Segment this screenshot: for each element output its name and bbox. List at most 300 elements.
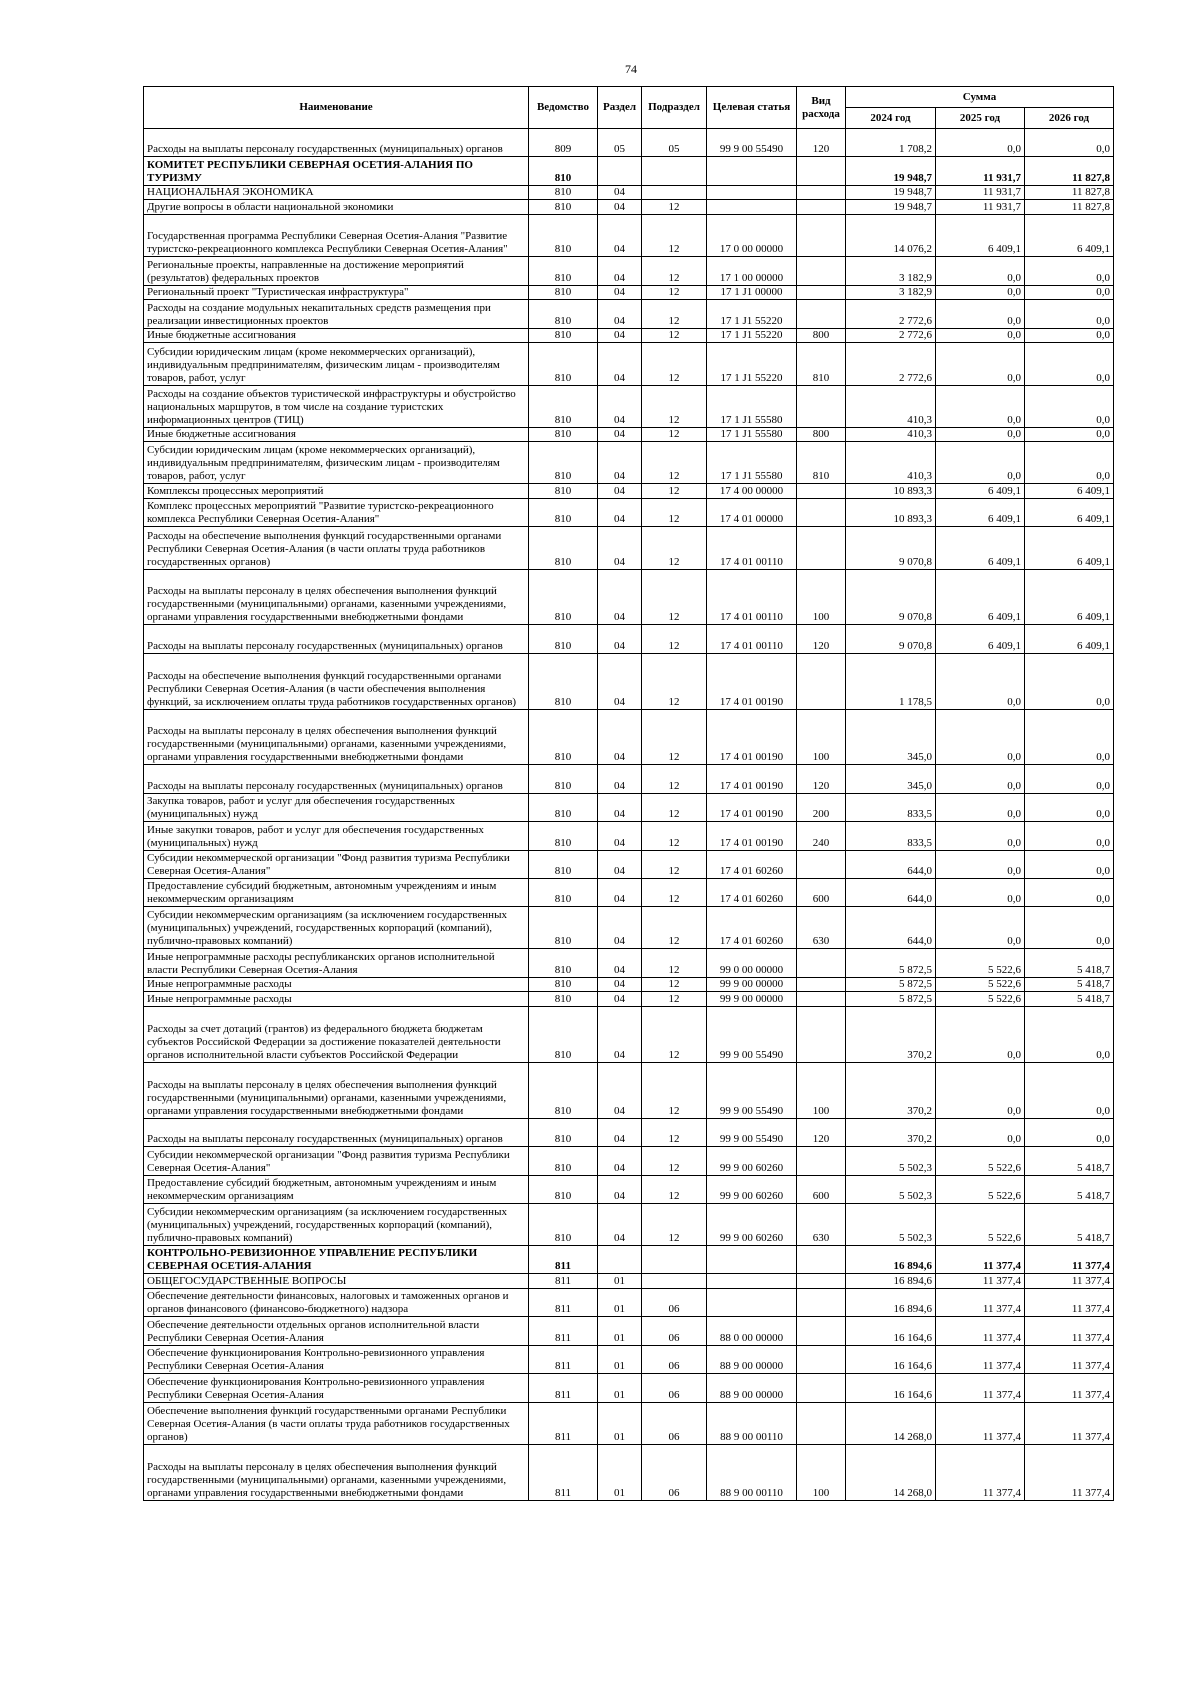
row-sum-2024: 370,2 [846, 1062, 936, 1118]
row-sum-2026: 0,0 [1025, 907, 1114, 949]
header-target-article: Целевая статья [707, 87, 797, 129]
row-sum-2026: 0,0 [1025, 878, 1114, 906]
row-section: 04 [598, 484, 642, 499]
row-target-article: 17 4 01 00190 [707, 709, 797, 765]
row-department: 810 [529, 157, 598, 185]
row-department: 810 [529, 949, 598, 977]
row-section: 04 [598, 442, 642, 484]
row-sum-2024: 644,0 [846, 878, 936, 906]
row-target-article [707, 185, 797, 200]
row-department: 810 [529, 765, 598, 793]
row-sum-2026: 11 377,4 [1025, 1317, 1114, 1345]
row-subsection [642, 185, 707, 200]
row-department: 810 [529, 285, 598, 300]
row-section: 04 [598, 569, 642, 625]
row-name: Иные бюджетные ассигнования [144, 328, 529, 343]
row-target-article: 17 4 01 60260 [707, 907, 797, 949]
row-expense-type [797, 484, 846, 499]
row-subsection: 12 [642, 200, 707, 215]
header-year-2025: 2025 год [936, 108, 1025, 129]
row-name: Обеспечение деятельности финансовых, налоговых и таможенных органов и органов финансового (финансово-бюджетного) надзора [144, 1289, 529, 1317]
row-expense-type: 200 [797, 793, 846, 821]
row-section: 04 [598, 1147, 642, 1175]
table-row [144, 442, 1114, 484]
row-subsection: 12 [642, 949, 707, 977]
row-subsection: 12 [642, 1203, 707, 1245]
row-expense-type [797, 1345, 846, 1373]
row-target-article: 17 4 01 60260 [707, 878, 797, 906]
row-subsection: 12 [642, 569, 707, 625]
row-sum-2026: 0,0 [1025, 822, 1114, 850]
row-department: 810 [529, 442, 598, 484]
row-sum-2024: 16 894,6 [846, 1246, 936, 1274]
row-sum-2025: 0,0 [936, 822, 1025, 850]
row-sum-2024: 10 893,3 [846, 499, 936, 527]
row-sum-2025: 0,0 [936, 343, 1025, 385]
row-department: 811 [529, 1345, 598, 1373]
row-name: Обеспечение функционирования Контрольно-ревизионного управления Республики Северная Осетия-Алания [144, 1345, 529, 1373]
row-department: 810 [529, 822, 598, 850]
row-target-article: 17 1 J1 55580 [707, 385, 797, 427]
row-section: 01 [598, 1274, 642, 1289]
row-sum-2025: 5 522,6 [936, 1175, 1025, 1203]
row-department: 810 [529, 499, 598, 527]
row-department: 810 [529, 1007, 598, 1063]
row-subsection: 12 [642, 977, 707, 992]
row-section: 04 [598, 878, 642, 906]
row-sum-2024: 2 772,6 [846, 300, 936, 328]
table-row [144, 1317, 1114, 1345]
table-row [144, 625, 1114, 653]
row-section: 04 [598, 822, 642, 850]
row-sum-2024: 9 070,8 [846, 527, 936, 569]
row-expense-type: 100 [797, 1444, 846, 1500]
row-sum-2026: 5 418,7 [1025, 1147, 1114, 1175]
row-target-article: 99 9 00 00000 [707, 977, 797, 992]
row-sum-2024: 16 894,6 [846, 1274, 936, 1289]
row-section: 04 [598, 257, 642, 285]
row-sum-2025: 11 931,7 [936, 157, 1025, 185]
row-section: 04 [598, 653, 642, 709]
row-name: ОБЩЕГОСУДАРСТВЕННЫЕ ВОПРОСЫ [144, 1274, 529, 1289]
row-expense-type: 120 [797, 625, 846, 653]
row-department: 810 [529, 427, 598, 442]
row-section: 04 [598, 527, 642, 569]
row-department: 810 [529, 215, 598, 257]
row-sum-2025: 5 522,6 [936, 949, 1025, 977]
row-department: 811 [529, 1374, 598, 1402]
row-department: 810 [529, 300, 598, 328]
row-sum-2026: 0,0 [1025, 765, 1114, 793]
row-sum-2025: 5 522,6 [936, 1147, 1025, 1175]
row-department: 810 [529, 484, 598, 499]
row-sum-2026: 0,0 [1025, 793, 1114, 821]
row-subsection: 06 [642, 1444, 707, 1500]
row-target-article: 99 9 00 60260 [707, 1203, 797, 1245]
row-sum-2024: 5 872,5 [846, 949, 936, 977]
row-sum-2024: 9 070,8 [846, 569, 936, 625]
table-row [144, 1345, 1114, 1373]
row-sum-2024: 410,3 [846, 385, 936, 427]
table-row [144, 793, 1114, 821]
row-expense-type: 120 [797, 765, 846, 793]
row-sum-2026: 11 377,4 [1025, 1345, 1114, 1373]
row-section [598, 157, 642, 185]
row-section: 04 [598, 1203, 642, 1245]
row-section: 04 [598, 1062, 642, 1118]
row-target-article: 17 4 01 00190 [707, 653, 797, 709]
row-expense-type: 120 [797, 129, 846, 157]
row-department: 810 [529, 878, 598, 906]
table-row [144, 569, 1114, 625]
row-sum-2026: 0,0 [1025, 850, 1114, 878]
row-sum-2024: 10 893,3 [846, 484, 936, 499]
row-subsection: 12 [642, 1147, 707, 1175]
row-name: Расходы на выплаты персоналу государственных (муниципальных) органов [144, 765, 529, 793]
row-expense-type [797, 300, 846, 328]
row-section: 04 [598, 1175, 642, 1203]
row-department: 810 [529, 343, 598, 385]
row-sum-2025: 0,0 [936, 427, 1025, 442]
header-department: Ведомство [529, 87, 598, 129]
row-expense-type [797, 157, 846, 185]
row-sum-2024: 370,2 [846, 1118, 936, 1146]
row-sum-2024: 345,0 [846, 709, 936, 765]
row-name: Расходы на выплаты персоналу государственных (муниципальных) органов [144, 129, 529, 157]
row-sum-2025: 11 931,7 [936, 200, 1025, 215]
table-row [144, 157, 1114, 185]
row-subsection: 12 [642, 343, 707, 385]
row-sum-2025: 11 377,4 [936, 1345, 1025, 1373]
row-subsection: 12 [642, 328, 707, 343]
row-subsection: 12 [642, 300, 707, 328]
row-sum-2026: 6 409,1 [1025, 484, 1114, 499]
row-subsection: 12 [642, 484, 707, 499]
row-expense-type: 630 [797, 1203, 846, 1245]
row-target-article: 17 1 J1 00000 [707, 285, 797, 300]
row-sum-2026: 11 377,4 [1025, 1402, 1114, 1444]
row-sum-2024: 3 182,9 [846, 285, 936, 300]
row-section: 04 [598, 1118, 642, 1146]
row-sum-2026: 11 827,8 [1025, 157, 1114, 185]
row-sum-2024: 16 164,6 [846, 1374, 936, 1402]
row-department: 810 [529, 1175, 598, 1203]
row-expense-type [797, 992, 846, 1007]
row-sum-2024: 1 178,5 [846, 653, 936, 709]
row-name: Закупка товаров, работ и услуг для обеспечения государственных (муниципальных) нужд [144, 793, 529, 821]
row-sum-2024: 644,0 [846, 907, 936, 949]
table-header [144, 87, 1114, 129]
row-target-article [707, 200, 797, 215]
row-sum-2025: 6 409,1 [936, 484, 1025, 499]
row-sum-2025: 11 377,4 [936, 1289, 1025, 1317]
row-subsection: 06 [642, 1317, 707, 1345]
row-sum-2024: 410,3 [846, 442, 936, 484]
row-sum-2026: 6 409,1 [1025, 569, 1114, 625]
row-sum-2025: 0,0 [936, 1007, 1025, 1063]
row-target-article: 17 4 01 00190 [707, 765, 797, 793]
row-target-article: 17 1 00 00000 [707, 257, 797, 285]
row-sum-2024: 1 708,2 [846, 129, 936, 157]
row-subsection: 12 [642, 907, 707, 949]
row-sum-2025: 0,0 [936, 257, 1025, 285]
row-target-article: 17 4 01 00110 [707, 527, 797, 569]
row-target-article: 88 9 00 00000 [707, 1345, 797, 1373]
row-section: 01 [598, 1345, 642, 1373]
row-subsection: 06 [642, 1289, 707, 1317]
row-target-article: 17 1 J1 55580 [707, 442, 797, 484]
row-target-article: 17 4 00 00000 [707, 484, 797, 499]
row-sum-2025: 6 409,1 [936, 527, 1025, 569]
table-row [144, 328, 1114, 343]
row-subsection: 06 [642, 1345, 707, 1373]
table-row [144, 765, 1114, 793]
row-target-article: 17 1 J1 55220 [707, 300, 797, 328]
table-row [144, 200, 1114, 215]
row-section [598, 1246, 642, 1274]
table-row [144, 992, 1114, 1007]
header-year-2026: 2026 год [1025, 108, 1114, 129]
row-name: Обеспечение функционирования Контрольно-ревизионного управления Республики Северная Осетия-Алания [144, 1374, 529, 1402]
row-sum-2025: 0,0 [936, 129, 1025, 157]
row-sum-2026: 0,0 [1025, 285, 1114, 300]
row-sum-2026: 0,0 [1025, 300, 1114, 328]
row-department: 810 [529, 569, 598, 625]
row-sum-2026: 0,0 [1025, 653, 1114, 709]
row-sum-2025: 0,0 [936, 328, 1025, 343]
row-sum-2025: 0,0 [936, 907, 1025, 949]
row-name: Расходы на выплаты персоналу государственных (муниципальных) органов [144, 1118, 529, 1146]
row-sum-2024: 16 894,6 [846, 1289, 936, 1317]
row-sum-2025: 6 409,1 [936, 625, 1025, 653]
table-row [144, 653, 1114, 709]
row-target-article: 88 9 00 00110 [707, 1402, 797, 1444]
row-expense-type: 120 [797, 1118, 846, 1146]
row-sum-2026: 11 827,8 [1025, 185, 1114, 200]
row-sum-2026: 0,0 [1025, 343, 1114, 385]
row-name: Расходы на выплаты персоналу в целях обеспечения выполнения функций государственными (муниципальными) органами, казенными учреждениями, органами управления государственными внебюджетными фондами [144, 569, 529, 625]
row-expense-type [797, 285, 846, 300]
budget-table [143, 86, 1114, 1501]
row-expense-type: 810 [797, 442, 846, 484]
table-row [144, 300, 1114, 328]
row-name: Иные непрограммные расходы республиканских органов исполнительной власти Республики Северная Осетия-Алания [144, 949, 529, 977]
row-sum-2025: 0,0 [936, 653, 1025, 709]
row-section: 04 [598, 765, 642, 793]
row-sum-2026: 0,0 [1025, 257, 1114, 285]
row-expense-type [797, 1246, 846, 1274]
row-sum-2025: 11 931,7 [936, 185, 1025, 200]
row-sum-2026: 5 418,7 [1025, 1175, 1114, 1203]
row-department: 810 [529, 709, 598, 765]
row-name: Иные непрограммные расходы [144, 992, 529, 1007]
row-sum-2026: 11 377,4 [1025, 1274, 1114, 1289]
table-row [144, 1118, 1114, 1146]
row-expense-type [797, 185, 846, 200]
row-sum-2026: 11 377,4 [1025, 1246, 1114, 1274]
row-sum-2025: 11 377,4 [936, 1374, 1025, 1402]
row-department: 810 [529, 977, 598, 992]
table-row [144, 1274, 1114, 1289]
row-target-article: 17 0 00 00000 [707, 215, 797, 257]
header-subsection: Подраздел [642, 87, 707, 129]
row-department: 810 [529, 1203, 598, 1245]
row-subsection: 12 [642, 215, 707, 257]
row-section: 04 [598, 200, 642, 215]
row-target-article: 88 0 00 00000 [707, 1317, 797, 1345]
row-expense-type [797, 215, 846, 257]
row-name: Субсидии некоммерческой организации "Фонд развития туризма Республики Северная Осетия-Алания" [144, 1147, 529, 1175]
row-target-article [707, 1246, 797, 1274]
table-row [144, 215, 1114, 257]
row-section: 04 [598, 215, 642, 257]
row-target-article: 17 4 01 00110 [707, 625, 797, 653]
table-row [144, 385, 1114, 427]
row-sum-2024: 5 872,5 [846, 977, 936, 992]
row-expense-type [797, 1374, 846, 1402]
table-row [144, 1007, 1114, 1063]
table-row [144, 1175, 1114, 1203]
row-sum-2025: 5 522,6 [936, 1203, 1025, 1245]
row-expense-type: 810 [797, 343, 846, 385]
row-sum-2026: 11 377,4 [1025, 1444, 1114, 1500]
row-sum-2024: 9 070,8 [846, 625, 936, 653]
row-sum-2026: 0,0 [1025, 1118, 1114, 1146]
row-department: 810 [529, 185, 598, 200]
row-sum-2026: 0,0 [1025, 129, 1114, 157]
row-target-article: 88 9 00 00000 [707, 1374, 797, 1402]
row-department: 810 [529, 527, 598, 569]
row-section: 04 [598, 977, 642, 992]
row-subsection: 12 [642, 625, 707, 653]
row-name: КОМИТЕТ РЕСПУБЛИКИ СЕВЕРНАЯ ОСЕТИЯ-АЛАНИЯ ПО ТУРИЗМУ [144, 157, 529, 185]
row-department: 810 [529, 907, 598, 949]
table-row [144, 484, 1114, 499]
table-row [144, 1289, 1114, 1317]
row-section: 04 [598, 949, 642, 977]
row-expense-type [797, 499, 846, 527]
row-subsection: 12 [642, 765, 707, 793]
row-sum-2024: 5 502,3 [846, 1147, 936, 1175]
row-subsection: 12 [642, 527, 707, 569]
row-section: 04 [598, 1007, 642, 1063]
row-section: 04 [598, 907, 642, 949]
row-sum-2026: 0,0 [1025, 442, 1114, 484]
row-sum-2026: 11 827,8 [1025, 200, 1114, 215]
row-target-article [707, 1274, 797, 1289]
row-name: Обеспечение выполнения функций государственными органами Республики Северная Осетия-Алания (в части оплаты труда работников государственных органов) [144, 1402, 529, 1444]
row-name: Предоставление субсидий бюджетным, автономным учреждениям и иным некоммерческим организациям [144, 1175, 529, 1203]
row-sum-2026: 5 418,7 [1025, 1203, 1114, 1245]
page-number: 74 [625, 62, 637, 76]
table-row [144, 850, 1114, 878]
row-department: 811 [529, 1246, 598, 1274]
row-sum-2024: 410,3 [846, 427, 936, 442]
row-sum-2024: 5 502,3 [846, 1175, 936, 1203]
row-subsection: 12 [642, 1007, 707, 1063]
table-row [144, 1147, 1114, 1175]
row-section: 04 [598, 328, 642, 343]
row-name: Другие вопросы в области национальной экономики [144, 200, 529, 215]
table-row [144, 285, 1114, 300]
row-section: 04 [598, 992, 642, 1007]
row-section: 04 [598, 300, 642, 328]
row-target-article: 17 4 01 00000 [707, 499, 797, 527]
table-row [144, 907, 1114, 949]
row-section: 04 [598, 385, 642, 427]
row-section: 01 [598, 1289, 642, 1317]
row-sum-2025: 11 377,4 [936, 1402, 1025, 1444]
row-name: Расходы на выплаты персоналу в целях обеспечения выполнения функций государственными (муниципальными) органами, казенными учреждениями, органами управления государственными внебюджетными фондами [144, 709, 529, 765]
row-sum-2024: 5 872,5 [846, 992, 936, 1007]
row-name: Расходы на обеспечение выполнения функций государственными органами Республики Северная Осетия-Алания (в части обеспечения выполнения функций, за исключением оплаты труда работников государственных органов) [144, 653, 529, 709]
row-subsection: 06 [642, 1402, 707, 1444]
row-sum-2024: 833,5 [846, 793, 936, 821]
row-subsection: 06 [642, 1374, 707, 1402]
row-sum-2026: 6 409,1 [1025, 625, 1114, 653]
row-expense-type [797, 257, 846, 285]
row-expense-type [797, 1274, 846, 1289]
row-name: КОНТРОЛЬНО-РЕВИЗИОННОЕ УПРАВЛЕНИЕ РЕСПУБЛИКИ СЕВЕРНАЯ ОСЕТИЯ-АЛАНИЯ [144, 1246, 529, 1274]
row-department: 810 [529, 385, 598, 427]
row-subsection: 12 [642, 285, 707, 300]
row-sum-2024: 19 948,7 [846, 157, 936, 185]
row-sum-2024: 833,5 [846, 822, 936, 850]
row-subsection: 12 [642, 442, 707, 484]
row-subsection: 12 [642, 992, 707, 1007]
table-row [144, 1374, 1114, 1402]
row-sum-2024: 19 948,7 [846, 185, 936, 200]
row-sum-2025: 11 377,4 [936, 1317, 1025, 1345]
row-subsection: 12 [642, 1118, 707, 1146]
table-row [144, 499, 1114, 527]
table-row [144, 949, 1114, 977]
table-row [144, 1246, 1114, 1274]
row-department: 810 [529, 200, 598, 215]
row-name: Расходы на создание объектов туристической инфраструктуры и обустройство национальных маршрутов, в том числе на создание туристских информационных центров (ТИЦ) [144, 385, 529, 427]
row-sum-2024: 2 772,6 [846, 328, 936, 343]
row-sum-2024: 14 268,0 [846, 1402, 936, 1444]
header-section: Раздел [598, 87, 642, 129]
row-name: Субсидии некоммерческим организациям (за исключением государственных (муниципальных) учреждений, государственных корпораций (компаний), публично-правовых компаний) [144, 907, 529, 949]
row-sum-2026: 6 409,1 [1025, 215, 1114, 257]
row-department: 810 [529, 328, 598, 343]
row-sum-2025: 0,0 [936, 285, 1025, 300]
row-name: Иные непрограммные расходы [144, 977, 529, 992]
row-name: Комплекс процессных мероприятий "Развитие туристско-рекреационного комплекса Республики Северная Осетия-Алания" [144, 499, 529, 527]
row-target-article: 99 9 00 55490 [707, 1118, 797, 1146]
row-sum-2025: 11 377,4 [936, 1274, 1025, 1289]
row-sum-2026: 0,0 [1025, 709, 1114, 765]
row-sum-2025: 0,0 [936, 1118, 1025, 1146]
row-sum-2026: 0,0 [1025, 1062, 1114, 1118]
row-name: Субсидии юридическим лицам (кроме некоммерческих организаций), индивидуальным предпринимателям, физическим лицам - производителям товаров, работ, услуг [144, 343, 529, 385]
table-row [144, 1444, 1114, 1500]
table-row [144, 1203, 1114, 1245]
row-target-article: 99 9 00 60260 [707, 1175, 797, 1203]
row-expense-type: 240 [797, 822, 846, 850]
row-name: Обеспечение деятельности отдельных органов исполнительной власти Республики Северная Осетия-Алания [144, 1317, 529, 1345]
table-row [144, 1402, 1114, 1444]
row-sum-2025: 11 377,4 [936, 1444, 1025, 1500]
row-expense-type [797, 527, 846, 569]
row-sum-2026: 0,0 [1025, 427, 1114, 442]
row-department: 810 [529, 1062, 598, 1118]
row-target-article: 99 0 00 00000 [707, 949, 797, 977]
row-name: Субсидии юридическим лицам (кроме некоммерческих организаций), индивидуальным предпринимателям, физическим лицам - производителям товаров, работ, услуг [144, 442, 529, 484]
row-expense-type [797, 1289, 846, 1317]
row-target-article: 99 9 00 55490 [707, 1062, 797, 1118]
